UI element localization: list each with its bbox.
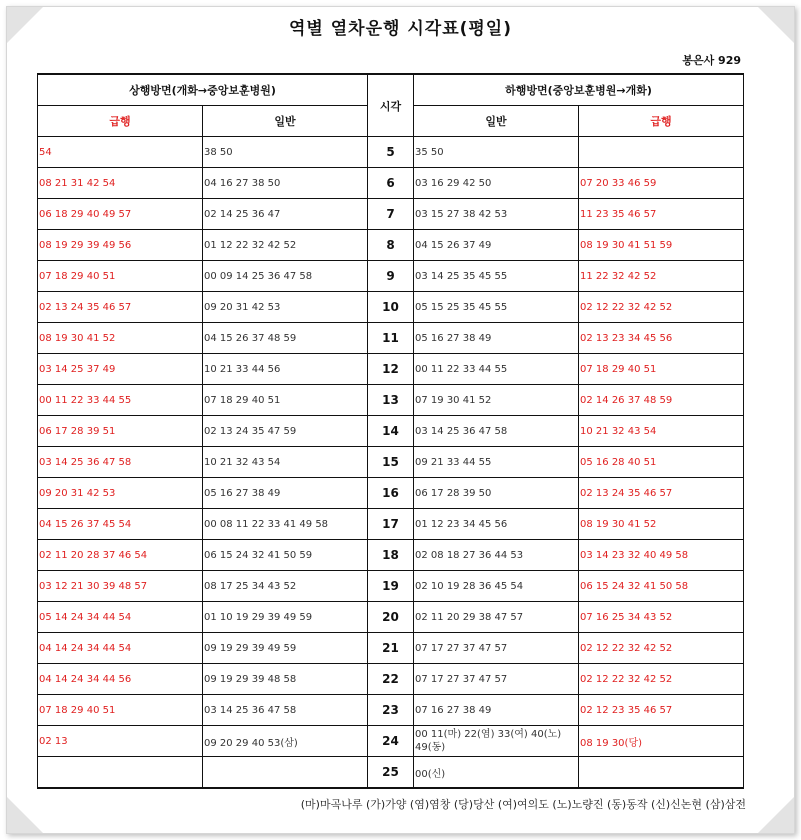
down-express-times: 02 12 23 35 46 57: [579, 695, 744, 726]
hour-cell: 6: [368, 168, 414, 199]
down-express-times: 02 12 22 32 42 52: [579, 664, 744, 695]
down-express-times: 06 15 24 32 41 50 58: [579, 571, 744, 602]
header-up-local: 일반: [203, 106, 368, 137]
down-express-times: 03 14 23 32 40 49 58: [579, 540, 744, 571]
table-row: [38, 602, 744, 633]
down-express-times: 02 12 22 32 42 52: [579, 633, 744, 664]
table-row: [38, 664, 744, 695]
down-local-times: 02 10 19 28 36 45 54: [414, 571, 579, 602]
table-row: [38, 230, 744, 261]
hour-cell: 12: [368, 354, 414, 385]
up-express-times: 02 13 24 35 46 57: [38, 292, 203, 323]
up-express-times: 07 18 29 40 51: [38, 695, 203, 726]
up-local-times: 09 19 29 39 48 58: [203, 664, 368, 695]
up-local-times: 04 16 27 38 50: [203, 168, 368, 199]
up-local-times: 00 09 14 25 36 47 58: [203, 261, 368, 292]
up-local-times: 03 14 25 36 47 58: [203, 695, 368, 726]
up-express-times: 03 12 21 30 39 48 57: [38, 571, 203, 602]
up-express-times: 04 15 26 37 45 54: [38, 509, 203, 540]
up-express-times: 08 19 30 41 52: [38, 323, 203, 354]
down-express-times: 02 13 24 35 46 57: [579, 478, 744, 509]
timetable: [37, 73, 744, 789]
up-local-times: 10 21 32 43 54: [203, 447, 368, 478]
hour-cell: 25: [368, 757, 414, 789]
down-express-times: 07 18 29 40 51: [579, 354, 744, 385]
up-express-times: 08 19 29 39 49 56: [38, 230, 203, 261]
table-row: [38, 323, 744, 354]
hour-cell: 23: [368, 695, 414, 726]
hour-cell: 17: [368, 509, 414, 540]
up-local-times: 06 15 24 32 41 50 59: [203, 540, 368, 571]
hour-cell: 5: [368, 137, 414, 168]
table-row: [38, 633, 744, 664]
up-express-times: 06 17 28 39 51: [38, 416, 203, 447]
table-row: [38, 199, 744, 230]
up-express-times: 02 11 20 28 37 46 54: [38, 540, 203, 571]
up-express-times: 06 18 29 40 49 57: [38, 199, 203, 230]
down-local-times: 07 16 27 38 49: [414, 695, 579, 726]
hour-cell: 10: [368, 292, 414, 323]
down-local-times: 00(신): [414, 757, 579, 789]
down-express-times: 05 16 28 40 51: [579, 447, 744, 478]
down-local-times: 07 17 27 37 47 57: [414, 633, 579, 664]
hour-cell: 20: [368, 602, 414, 633]
down-express-times: [579, 137, 744, 168]
hour-cell: 9: [368, 261, 414, 292]
up-local-times: 38 50: [203, 137, 368, 168]
down-express-times: 08 19 30 41 52: [579, 509, 744, 540]
down-local-times: 05 15 25 35 45 55: [414, 292, 579, 323]
down-local-times: 00 11(마) 22(염) 33(여) 40(노) 49(동): [414, 726, 579, 757]
table-row: [38, 137, 744, 168]
down-express-times: 11 22 32 42 52: [579, 261, 744, 292]
up-express-times: 02 13: [38, 726, 203, 757]
table-row: [38, 571, 744, 602]
corner-fold-bottom-right: [758, 797, 794, 833]
up-local-times: 07 18 29 40 51: [203, 385, 368, 416]
down-local-times: 00 11 22 33 44 55: [414, 354, 579, 385]
table-row: [38, 509, 744, 540]
table-row: [38, 292, 744, 323]
down-express-times: 02 13 23 34 45 56: [579, 323, 744, 354]
down-local-times: 05 16 27 38 49: [414, 323, 579, 354]
hour-cell: 24: [368, 726, 414, 757]
down-local-times: 03 16 29 42 50: [414, 168, 579, 199]
up-local-times: 04 15 26 37 48 59: [203, 323, 368, 354]
down-express-times: 07 16 25 34 43 52: [579, 602, 744, 633]
table-row: [38, 478, 744, 509]
down-express-times: 08 19 30 41 51 59: [579, 230, 744, 261]
header-down-express: 급행: [579, 106, 744, 137]
down-local-times: 06 17 28 39 50: [414, 478, 579, 509]
down-express-times: 02 12 22 32 42 52: [579, 292, 744, 323]
up-local-times: [203, 757, 368, 789]
corner-fold-bottom-left: [7, 797, 43, 833]
header-hour: 시각: [368, 74, 414, 137]
up-local-times: 01 10 19 29 39 49 59: [203, 602, 368, 633]
hour-cell: 22: [368, 664, 414, 695]
table-row: [38, 416, 744, 447]
hour-cell: 16: [368, 478, 414, 509]
page-title: 역별 열차운행 시각표(평일): [288, 19, 513, 39]
up-express-times: 05 14 24 34 44 54: [38, 602, 203, 633]
hour-cell: 18: [368, 540, 414, 571]
header-up-express: 급행: [38, 106, 203, 137]
up-local-times: 00 08 11 22 33 41 49 58: [203, 509, 368, 540]
up-express-times: 04 14 24 34 44 56: [38, 664, 203, 695]
up-express-times: [38, 757, 203, 789]
hour-cell: 15: [368, 447, 414, 478]
station-abbreviation-legend: (마)마곡나루 (가)가양 (염)염창 (당)당산 (여)여의도 (노)노량진 (동)동작 (신)신논현 (삼)삼전: [300, 798, 746, 811]
up-express-times: 08 21 31 42 54: [38, 168, 203, 199]
up-express-times: 00 11 22 33 44 55: [38, 385, 203, 416]
header-up-direction: 상행방면(개화→중앙보훈병원): [38, 74, 368, 106]
down-local-times: 02 11 20 29 38 47 57: [414, 602, 579, 633]
up-local-times: 09 20 29 40 53(삼): [203, 726, 368, 757]
table-row: [38, 261, 744, 292]
hour-cell: 8: [368, 230, 414, 261]
down-local-times: 02 08 18 27 36 44 53: [414, 540, 579, 571]
timetable-body: [38, 74, 744, 788]
station-label: 봉은사 929: [682, 54, 741, 67]
up-express-times: 03 14 25 36 47 58: [38, 447, 203, 478]
table-row: [38, 354, 744, 385]
up-express-times: 09 20 31 42 53: [38, 478, 203, 509]
down-local-times: 03 14 25 35 45 55: [414, 261, 579, 292]
table-row: [38, 757, 744, 789]
table-row: [38, 695, 744, 726]
up-local-times: 10 21 33 44 56: [203, 354, 368, 385]
down-local-times: 09 21 33 44 55: [414, 447, 579, 478]
hour-cell: 21: [368, 633, 414, 664]
down-local-times: 03 14 25 36 47 58: [414, 416, 579, 447]
up-local-times: 05 16 27 38 49: [203, 478, 368, 509]
down-local-times: 07 19 30 41 52: [414, 385, 579, 416]
header-down-direction: 하행방면(중앙보훈병원→개화): [414, 74, 744, 106]
down-express-times: 11 23 35 46 57: [579, 199, 744, 230]
up-express-times: 07 18 29 40 51: [38, 261, 203, 292]
hour-cell: 7: [368, 199, 414, 230]
up-local-times: 09 19 29 39 49 59: [203, 633, 368, 664]
down-express-times: [579, 757, 744, 789]
down-express-times: 10 21 32 43 54: [579, 416, 744, 447]
down-express-times: 07 20 33 46 59: [579, 168, 744, 199]
hour-cell: 14: [368, 416, 414, 447]
table-row: [38, 540, 744, 571]
down-local-times: 35 50: [414, 137, 579, 168]
down-local-times: 01 12 23 34 45 56: [414, 509, 579, 540]
up-local-times: 09 20 31 42 53: [203, 292, 368, 323]
down-local-times: 03 15 27 38 42 53: [414, 199, 579, 230]
hour-cell: 13: [368, 385, 414, 416]
up-express-times: 03 14 25 37 49: [38, 354, 203, 385]
hour-cell: 11: [368, 323, 414, 354]
down-local-times: 04 15 26 37 49: [414, 230, 579, 261]
header-row-direction: [38, 74, 744, 106]
up-local-times: 08 17 25 34 43 52: [203, 571, 368, 602]
down-local-times: 07 17 27 37 47 57: [414, 664, 579, 695]
header-down-local: 일반: [414, 106, 579, 137]
up-local-times: 02 14 25 36 47: [203, 199, 368, 230]
down-express-times: 08 19 30(당): [579, 726, 744, 757]
up-local-times: 01 12 22 32 42 52: [203, 230, 368, 261]
up-express-times: 04 14 24 34 44 54: [38, 633, 203, 664]
up-local-times: 02 13 24 35 47 59: [203, 416, 368, 447]
table-row: [38, 168, 744, 199]
up-express-times: 54: [38, 137, 203, 168]
hour-cell: 19: [368, 571, 414, 602]
down-express-times: 02 14 26 37 48 59: [579, 385, 744, 416]
table-row: [38, 447, 744, 478]
table-row: [38, 726, 744, 757]
table-row: [38, 385, 744, 416]
